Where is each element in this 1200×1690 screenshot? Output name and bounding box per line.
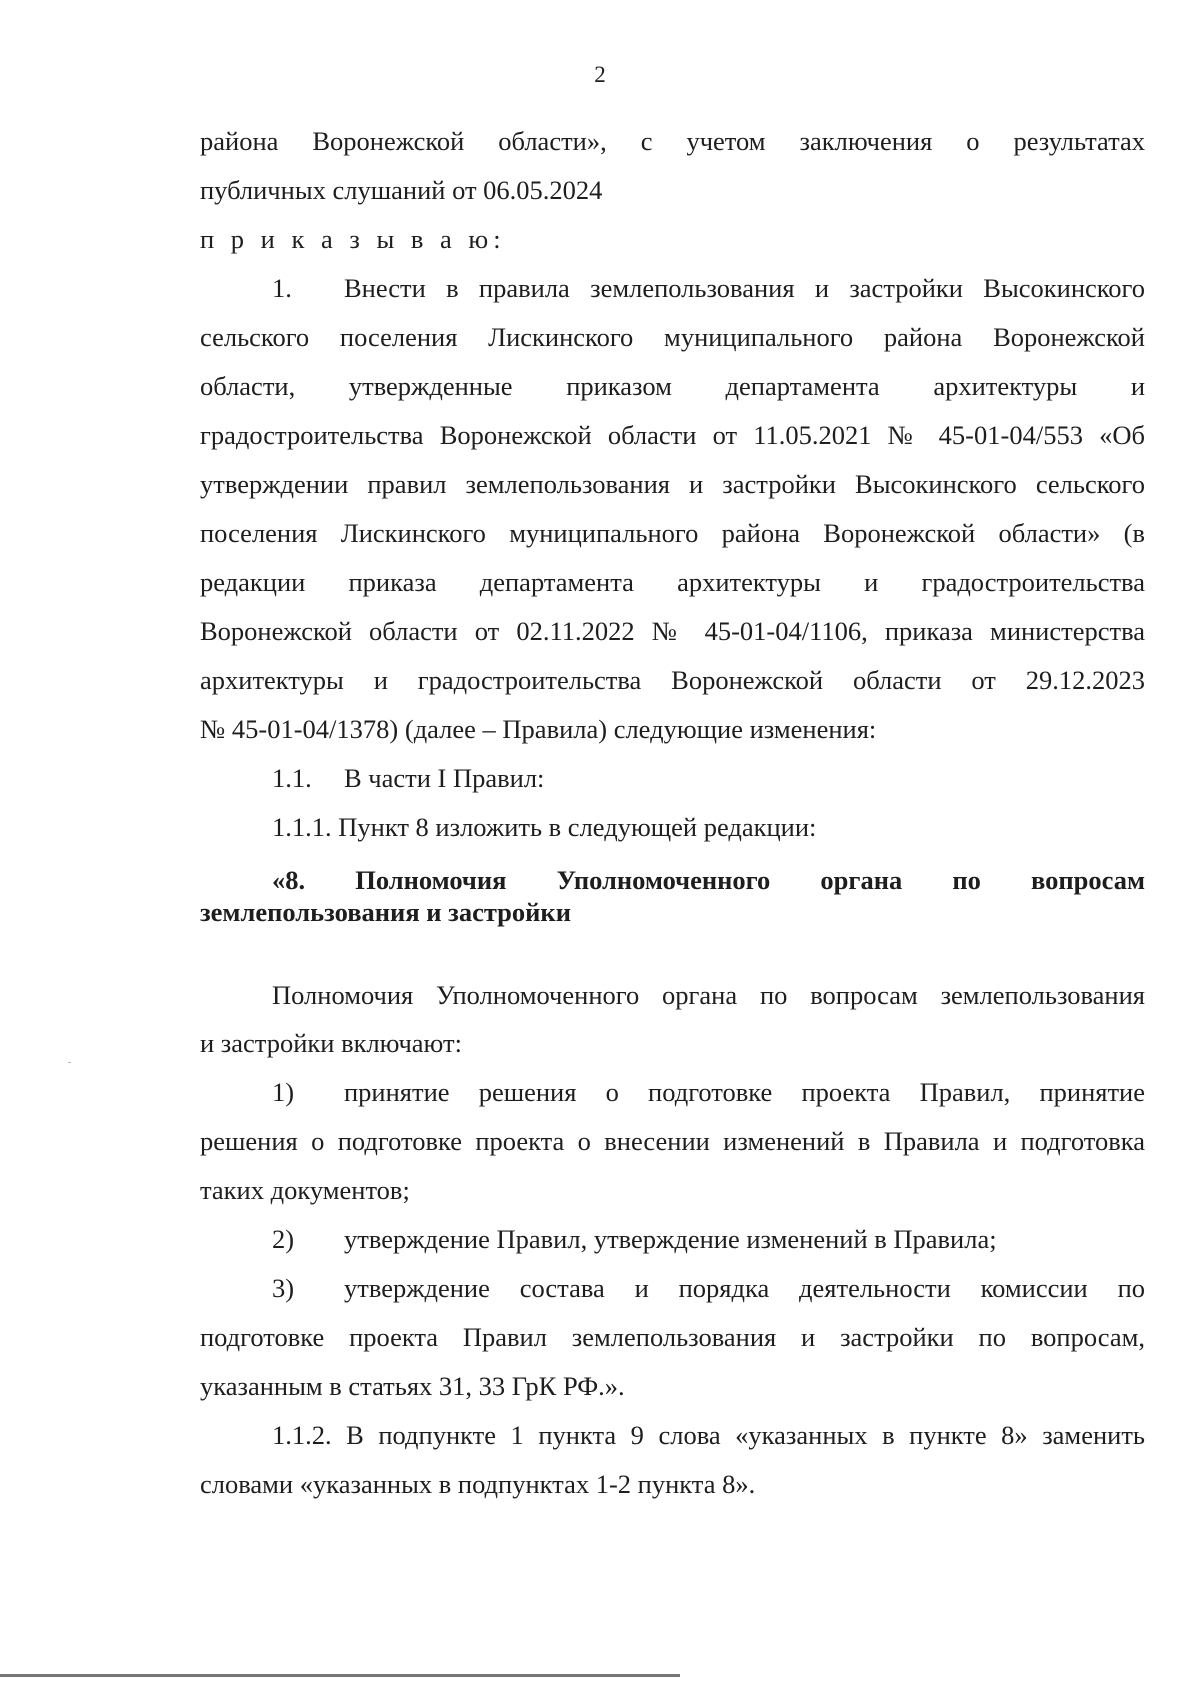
list-item [272, 1271, 1145, 1305]
text-line: 1.1.1. Пункт 8 изложить в следующей редакции: [272, 812, 817, 842]
text-line: подготовке проекта Правил землепользования и застройки по вопросам, [200, 1322, 1145, 1352]
text-line: публичных слушаний от 06.05.2024 [200, 175, 603, 205]
item-number: 3) [272, 1273, 295, 1303]
text-line: утверждении правил землепользования и застройки Высокинского сельского [200, 469, 1145, 499]
text-line: указанным в статьях 31, 33 ГрК РФ.». [200, 1371, 625, 1401]
item-number: 1.1. [272, 763, 312, 793]
item-text: принятие решения о подготовке проекта Правил, принятие [344, 1077, 1145, 1107]
order-word: п р и к а з ы в а ю: [200, 224, 506, 254]
text-line: решения о подготовке проекта о внесении изменений в Правила и подготовка [200, 1126, 1145, 1156]
text-line: области, утвержденные приказом департамента архитектуры и [200, 371, 1145, 401]
text-line: архитектуры и градостроительства Воронежской области от 29.12.2023 [200, 665, 1145, 695]
text-line: Полномочия Уполномоченного органа по вопросам землепользования [272, 980, 1145, 1010]
item-text: В части I Правил: [344, 763, 545, 793]
scan-speck [68, 1062, 71, 1063]
section-heading: «8. Полномочия Уполномоченного органа по вопросам [272, 865, 1145, 895]
section-heading: землепользования и застройки [200, 897, 571, 927]
list-item [272, 1222, 1145, 1256]
scan-edge-line [0, 1674, 680, 1677]
text-line: № 45-01-04/1378) (далее – Правила) следующие изменения: [200, 714, 877, 744]
item-number: 1) [272, 1077, 295, 1107]
item-number: 1. [272, 273, 292, 303]
text-line: словами «указанных в подпунктах 1-2 пункта 8». [200, 1469, 756, 1499]
text-line: Воронежской области от 02.11.2022 № 45-01-04/1106, приказа министерства [200, 616, 1145, 646]
item-text: Внести в правила землепользования и застройки Высокинского [344, 273, 1145, 303]
text-line: таких документов; [200, 1175, 410, 1205]
text-line: района Воронежской области», с учетом заключения о результатах [200, 126, 1145, 156]
item-text: утверждение состава и порядка деятельности комиссии по [344, 1273, 1145, 1303]
list-item [272, 761, 1145, 795]
text-line: и застройки включают: [200, 1028, 462, 1058]
text-line: сельского поселения Лискинского муниципального района Воронежской [200, 322, 1145, 352]
list-item [272, 271, 1145, 305]
page-number: 2 [594, 62, 606, 87]
text-line: 1.1.2. В подпункте 1 пункта 9 слова «указанных в пункте 8» заменить [272, 1420, 1145, 1450]
text-line: градостроительства Воронежской области от 11.05.2021 № 45-01-04/553 «Об [200, 420, 1145, 450]
list-item [272, 1075, 1145, 1109]
text-line: редакции приказа департамента архитектуры и градостроительства [200, 567, 1145, 597]
item-number: 2) [272, 1224, 295, 1254]
item-text: утверждение Правил, утверждение изменений в Правила; [344, 1224, 997, 1254]
text-line: поселения Лискинского муниципального района Воронежской области» (в [200, 518, 1145, 548]
